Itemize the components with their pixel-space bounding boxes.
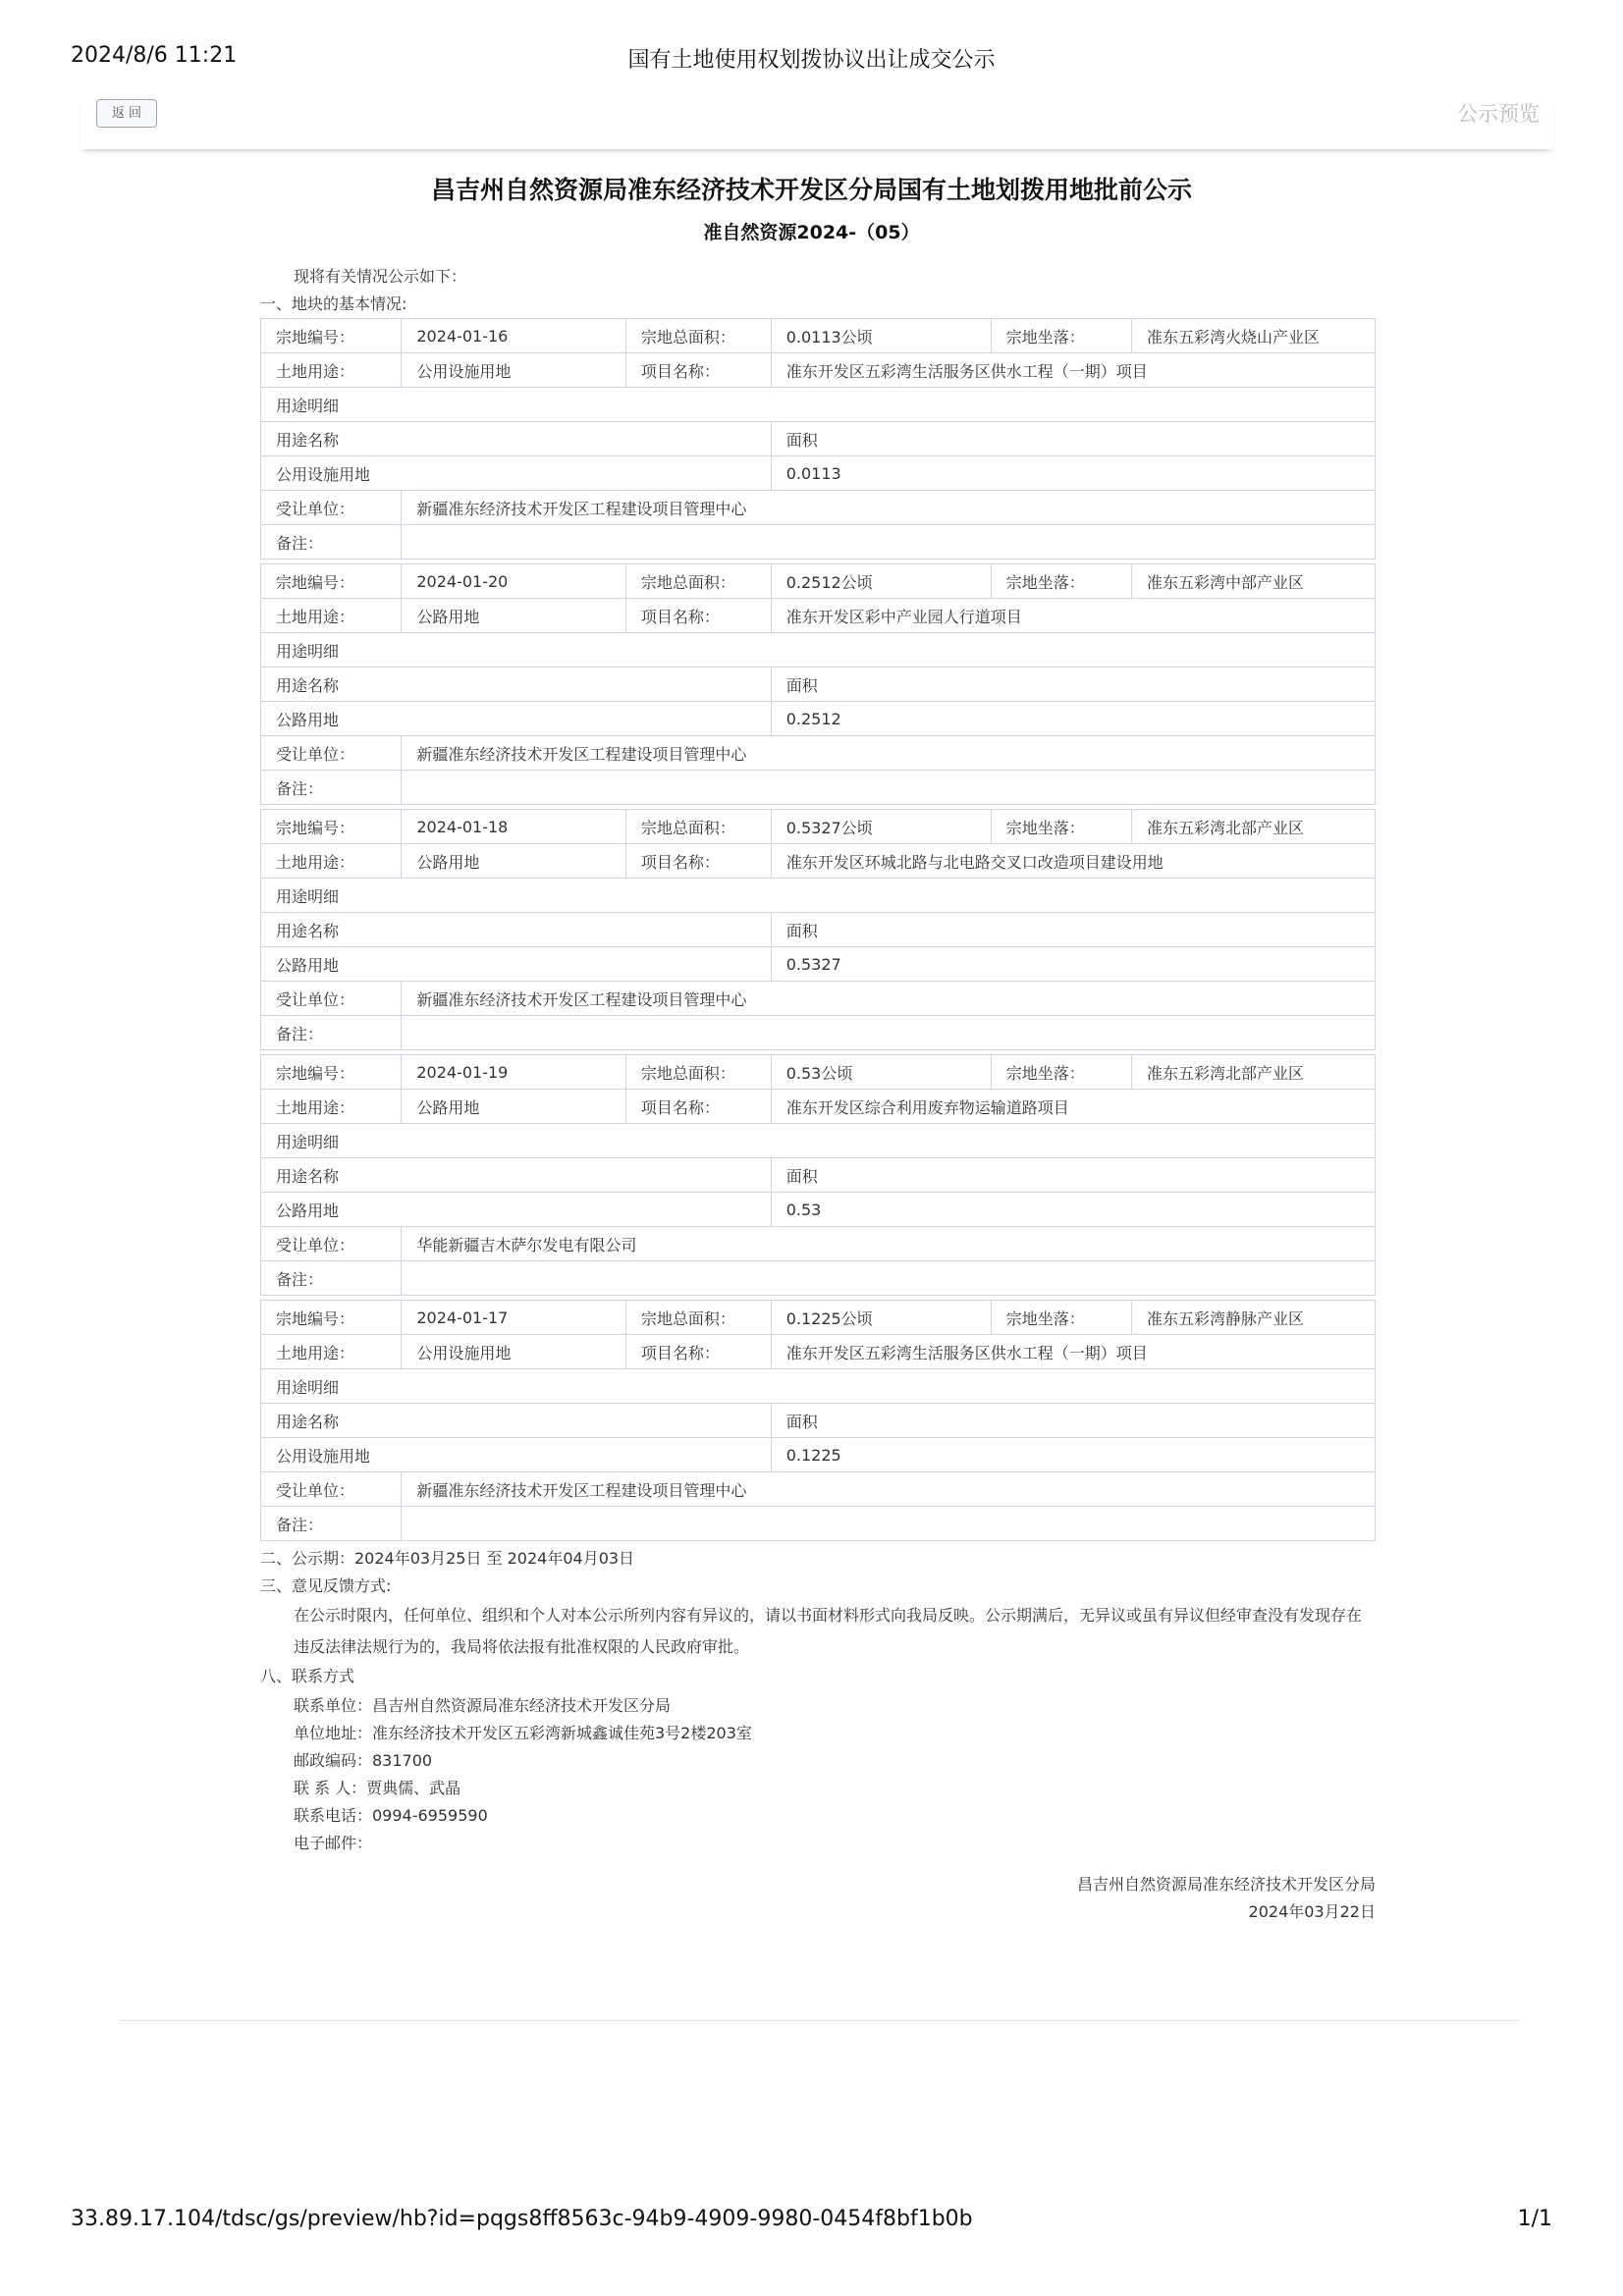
table-row <box>261 319 1376 353</box>
contact-address: 单位地址：准东经济技术开发区五彩湾新城鑫诚佳苑3号2楼203室 <box>294 1724 752 1742</box>
usage-detail-heading: 用途明细 <box>261 633 1376 667</box>
total-area-label: 宗地总面积： <box>625 319 771 353</box>
print-page-title: 国有土地使用权划拨协议出让成交公示 <box>627 48 996 73</box>
preview-label: 公示预览 <box>1457 102 1540 126</box>
land-use-label: 土地用途： <box>261 844 402 879</box>
table-row <box>261 810 1376 844</box>
land-use-label: 土地用途： <box>261 353 402 388</box>
project-name-value: 准东开发区五彩湾生活服务区供水工程（一期）项目 <box>771 353 1375 388</box>
table-row <box>261 702 1376 736</box>
area-header: 面积 <box>771 913 1375 947</box>
table-row <box>261 1404 1376 1438</box>
project-name-value: 准东开发区综合利用废弃物运输道路项目 <box>771 1090 1375 1124</box>
land-use-value: 公路用地 <box>402 1090 625 1124</box>
project-name-value: 准东开发区环城北路与北电路交叉口改造项目建设用地 <box>771 844 1375 879</box>
project-name-value: 准东开发区五彩湾生活服务区供水工程（一期）项目 <box>771 1335 1375 1369</box>
parcel-no-label: 宗地编号： <box>261 1301 402 1335</box>
project-name-label: 项目名称： <box>625 599 771 633</box>
table-row <box>261 667 1376 702</box>
parcel-table <box>260 1300 1376 1541</box>
transferee-value: 华能新疆吉木萨尔发电有限公司 <box>402 1227 1376 1261</box>
project-name-label: 项目名称： <box>625 353 771 388</box>
table-row <box>261 564 1376 599</box>
table-row <box>261 491 1376 525</box>
toolbar <box>81 94 1553 149</box>
intro-text: 现将有关情况公示如下： <box>294 267 467 286</box>
land-use-value: 公用设施用地 <box>402 1335 625 1369</box>
table-row <box>261 1090 1376 1124</box>
usage-name-header: 用途名称 <box>261 422 772 456</box>
transferee-value: 新疆准东经济技术开发区工程建设项目管理中心 <box>402 736 1376 771</box>
project-name-label: 项目名称： <box>625 844 771 879</box>
document-subtitle: 准自然资源2024-（05） <box>703 222 920 243</box>
table-row <box>261 456 1376 491</box>
transferee-label: 受让单位： <box>261 491 402 525</box>
transferee-value: 新疆准东经济技术开发区工程建设项目管理中心 <box>402 982 1376 1016</box>
print-datetime: 2024/8/6 11:21 <box>71 43 238 68</box>
section-heading: 八、联系方式 <box>260 1667 355 1685</box>
remark-value <box>402 1507 1376 1541</box>
parcel-list <box>260 318 1376 1541</box>
total-area-value: 0.1225公顷 <box>771 1301 991 1335</box>
remark-label: 备注： <box>261 1016 402 1050</box>
total-area-value: 0.5327公顷 <box>771 810 991 844</box>
remark-label: 备注： <box>261 1261 402 1296</box>
divider <box>120 2020 1519 2021</box>
remark-label: 备注： <box>261 771 402 805</box>
signature-date: 2024年03月22日 <box>1248 1902 1376 1921</box>
parcel-no-label: 宗地编号： <box>261 1055 402 1090</box>
transferee-label: 受让单位： <box>261 1472 402 1507</box>
project-name-label: 项目名称： <box>625 1090 771 1124</box>
usage-name-header: 用途名称 <box>261 1404 772 1438</box>
table-row <box>261 913 1376 947</box>
location-value: 准东五彩湾北部产业区 <box>1132 810 1376 844</box>
usage-detail-heading: 用途明细 <box>261 388 1376 422</box>
page-number: 1/1 <box>1517 2207 1552 2231</box>
table-row <box>261 1507 1376 1541</box>
table-row <box>261 1369 1376 1404</box>
usage-detail-heading: 用途明细 <box>261 879 1376 913</box>
total-area-label: 宗地总面积： <box>625 564 771 599</box>
transferee-label: 受让单位： <box>261 736 402 771</box>
usage-area-value: 0.5327 <box>771 947 1375 982</box>
parcel-table <box>260 809 1376 1050</box>
land-use-label: 土地用途： <box>261 1335 402 1369</box>
location-label: 宗地坐落： <box>991 1055 1131 1090</box>
transferee-label: 受让单位： <box>261 1227 402 1261</box>
area-header: 面积 <box>771 667 1375 702</box>
usage-area-value: 0.2512 <box>771 702 1375 736</box>
remark-value <box>402 1016 1376 1050</box>
usage-name-value: 公路用地 <box>261 947 772 982</box>
land-use-value: 公路用地 <box>402 844 625 879</box>
table-row <box>261 1124 1376 1158</box>
transferee-value: 新疆准东经济技术开发区工程建设项目管理中心 <box>402 1472 1376 1507</box>
document-title: 昌吉州自然资源局准东经济技术开发区分局国有土地划拨用地批前公示 <box>430 176 1192 204</box>
document-body <box>260 263 1376 1926</box>
table-row <box>261 1301 1376 1335</box>
contact-email: 电子邮件： <box>294 1834 373 1852</box>
location-value: 准东五彩湾中部产业区 <box>1132 564 1376 599</box>
parcel-no-value: 2024-01-19 <box>402 1055 625 1090</box>
table-row <box>261 1472 1376 1507</box>
parcel-no-value: 2024-01-20 <box>402 564 625 599</box>
area-header: 面积 <box>771 1158 1375 1193</box>
total-area-label: 宗地总面积： <box>625 1301 771 1335</box>
usage-area-value: 0.53 <box>771 1193 1375 1227</box>
area-header: 面积 <box>771 1404 1375 1438</box>
contact-person: 联 系 人：贾典儒、武晶 <box>294 1779 461 1797</box>
contact-block <box>260 1692 1376 1857</box>
table-row <box>261 1016 1376 1050</box>
table-row <box>261 879 1376 913</box>
signature: 昌吉州自然资源局准东经济技术开发区分局 <box>1076 1875 1376 1894</box>
total-area-value: 0.2512公顷 <box>771 564 991 599</box>
print-footer <box>71 2207 1552 2236</box>
table-row <box>261 844 1376 879</box>
table-row <box>261 525 1376 560</box>
location-label: 宗地坐落： <box>991 1301 1131 1335</box>
table-row <box>261 1158 1376 1193</box>
table-row <box>261 1261 1376 1296</box>
table-row <box>261 1193 1376 1227</box>
parcel-no-label: 宗地编号： <box>261 564 402 599</box>
table-row <box>261 1438 1376 1472</box>
location-value: 准东五彩湾火烧山产业区 <box>1132 319 1376 353</box>
transferee-label: 受让单位： <box>261 982 402 1016</box>
contact-postcode: 邮政编码：831700 <box>294 1751 433 1770</box>
land-use-value: 公路用地 <box>402 599 625 633</box>
area-header: 面积 <box>771 422 1375 456</box>
project-name-label: 项目名称： <box>625 1335 771 1369</box>
contact-unit: 联系单位：昌吉州自然资源局准东经济技术开发区分局 <box>294 1696 672 1715</box>
total-area-label: 宗地总面积： <box>625 810 771 844</box>
total-area-value: 0.53公顷 <box>771 1055 991 1090</box>
table-row <box>261 736 1376 771</box>
project-name-value: 准东开发区彩中产业园人行道项目 <box>771 599 1375 633</box>
section-heading: 一、地块的基本情况: <box>260 294 407 313</box>
parcel-no-value: 2024-01-17 <box>402 1301 625 1335</box>
table-row <box>261 1055 1376 1090</box>
land-use-label: 土地用途： <box>261 599 402 633</box>
usage-area-value: 0.0113 <box>771 456 1375 491</box>
remark-label: 备注： <box>261 1507 402 1541</box>
usage-name-header: 用途名称 <box>261 913 772 947</box>
table-row <box>261 947 1376 982</box>
transferee-value: 新疆准东经济技术开发区工程建设项目管理中心 <box>402 491 1376 525</box>
contact-phone: 联系电话：0994-6959590 <box>294 1806 488 1825</box>
usage-name-header: 用途名称 <box>261 667 772 702</box>
usage-detail-heading: 用途明细 <box>261 1124 1376 1158</box>
total-area-label: 宗地总面积： <box>625 1055 771 1090</box>
table-row <box>261 982 1376 1016</box>
table-row <box>261 771 1376 805</box>
location-value: 准东五彩湾静脉产业区 <box>1132 1301 1376 1335</box>
location-label: 宗地坐落： <box>991 564 1131 599</box>
print-header <box>71 43 1552 73</box>
table-row <box>261 1335 1376 1369</box>
remark-value <box>402 525 1376 560</box>
remark-value <box>402 771 1376 805</box>
parcel-no-label: 宗地编号： <box>261 810 402 844</box>
parcel-table <box>260 563 1376 805</box>
usage-name-header: 用途名称 <box>261 1158 772 1193</box>
remark-value <box>402 1261 1376 1296</box>
parcel-no-value: 2024-01-16 <box>402 319 625 353</box>
land-use-label: 土地用途： <box>261 1090 402 1124</box>
total-area-value: 0.0113公顷 <box>771 319 991 353</box>
parcel-table <box>260 318 1376 560</box>
back-button[interactable]: 返 回 <box>96 99 157 128</box>
parcel-no-value: 2024-01-18 <box>402 810 625 844</box>
usage-name-value: 公用设施用地 <box>261 1438 772 1472</box>
table-row <box>261 599 1376 633</box>
usage-name-value: 公路用地 <box>261 1193 772 1227</box>
location-value: 准东五彩湾北部产业区 <box>1132 1055 1376 1090</box>
parcel-table <box>260 1054 1376 1296</box>
land-use-value: 公用设施用地 <box>402 353 625 388</box>
feedback-text: 在公示时限内，任何单位、组织和个人对本公示所列内容有异议的，请以书面材料形式向我局反映。公示期满后，无异议或虽有异议但经审查没有发现存在违反法律法规行为的，我局将依法报有批准权限的人民政府审批。 <box>294 1606 1363 1656</box>
remark-label: 备注： <box>261 525 402 560</box>
page-url: 33.89.17.104/tdsc/gs/preview/hb?id=pqgs8ff8563c-94b9-4909-9980-0454f8bf1b0b <box>71 2207 973 2231</box>
table-row <box>261 633 1376 667</box>
usage-name-value: 公路用地 <box>261 702 772 736</box>
table-row <box>261 353 1376 388</box>
table-row <box>261 1227 1376 1261</box>
table-row <box>261 422 1376 456</box>
location-label: 宗地坐落： <box>991 319 1131 353</box>
table-row <box>261 388 1376 422</box>
location-label: 宗地坐落： <box>991 810 1131 844</box>
usage-name-value: 公用设施用地 <box>261 456 772 491</box>
parcel-no-label: 宗地编号： <box>261 319 402 353</box>
section-heading: 三、意见反馈方式: <box>260 1576 392 1595</box>
usage-area-value: 0.1225 <box>771 1438 1375 1472</box>
section-heading: 二、公示期：2024年03月25日 至 2024年04月03日 <box>260 1549 635 1568</box>
usage-detail-heading: 用途明细 <box>261 1369 1376 1404</box>
